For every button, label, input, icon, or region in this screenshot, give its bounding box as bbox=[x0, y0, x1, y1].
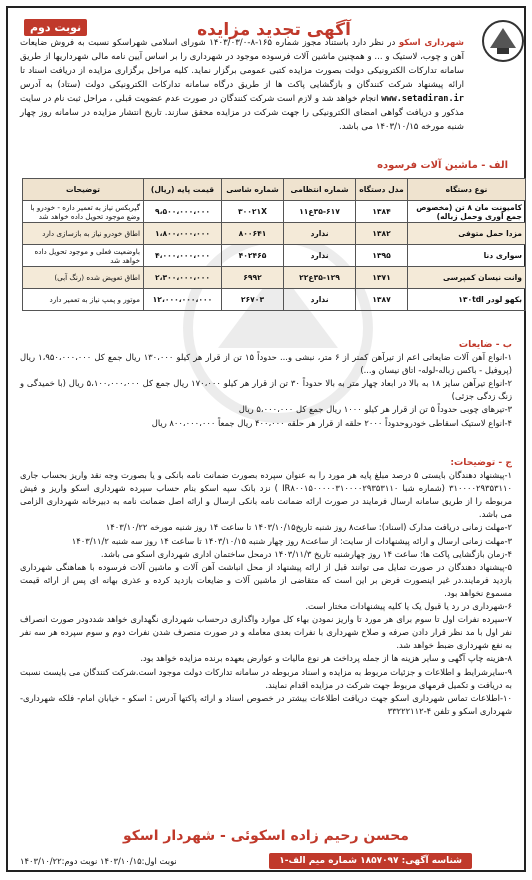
cell-notes: اطاق تعویض شده (رنگ آبی) bbox=[23, 267, 144, 289]
intro-text-2: انجام خواهد شد و لازم است شرکت کنندگان در صورت عدم عضویت قبلی ، مراحل ثبت نام در سایت مذکور و دریافت گواهی امضای الکترونیکی را جهت شرکت در مزایده محقق سازند. تاریخ انتشار مزایده در سامانه روز چهار شنبه مورخه ۱۴۰۳/۱۰/۱۵ می باشد. bbox=[20, 94, 464, 132]
section-a-title: الف - ماشین آلات فرسوده bbox=[377, 160, 508, 171]
col-header-chassis: شماره شاسی bbox=[222, 179, 284, 201]
cell-plate: ۳۵-۱۲۹ع۲۲ bbox=[284, 267, 356, 289]
cell-type: بکهو لودر ۱۳۰tdl bbox=[408, 289, 526, 311]
cell-model: ۱۳۹۵ bbox=[356, 245, 408, 267]
table-row bbox=[23, 289, 526, 311]
condition-item: ۱-پیشنهاد دهندگان بایستی ۵ درصد مبلغ پایه هر مورد را به عنوان سپرده بصورت ضمانت نامه بانکی و یا بصورت وجه نقد واریز بحساب جاری ۳۱۰۰۰۰۲۹۳۵۳۱۱۰ (شماره شبا IR۸۰۰۱۵۰۰۰۰۰۳۱۰۰۰۰۲۹۳۵۳۱۱۰ ) نزد بانک سپه اسکو بنام حساب سپرده شهرداری اسکو واریز و فیش مربوطه را از طریق سامانه ارسال فرمایند در صورت ارائه ضمانت نامه بانکی ارسال و ارائه اصل ضمانت نامه به دبیرخانه شهرداری الزامی می باشد. bbox=[20, 470, 512, 520]
cell-price: ۹،۵۰۰،۰۰۰،۰۰۰ bbox=[144, 201, 222, 223]
organization-name: شهرداری اسکو bbox=[398, 38, 464, 48]
cell-chassis: ۴۰۲۴۶۵ bbox=[222, 245, 284, 267]
cell-plate: ۳۵-۶۱۷ع۱۱ bbox=[284, 201, 356, 223]
cell-plate: ندارد bbox=[284, 223, 356, 245]
condition-item: ۷-سپرده نفرات اول تا سوم برای هر مورد تا واریز نمودن بهاء کل موارد واگذاری درحساب شهرداری نگهداری خواهد شددودر صورت انصراف نفر اول با مد نظر قرار دادن صرفه و صلاح شهرداری با نفرات بعدی معامله و در صورت منصرف شدن نفرات دوم و سوم سپرده هر سه نفر به نفع شهرداری ضبط خواهد شد. bbox=[20, 614, 512, 651]
notice-title: آگهی تجدید مزایده bbox=[197, 20, 351, 40]
table-row bbox=[23, 201, 526, 223]
section-b-title: ب - ضایعات bbox=[458, 339, 512, 350]
condition-item: ۱۰-اطلاعات تماس شهرداری اسکو جهت دریافت اطلاعات بیشتر در خصوص اسناد و ارائه پاکتها آدرس : اسکو - خیابان امام- فلکه شهرداری- شهرداری اسکو و تلفن ۴-۳۳۲۲۲۱۱۲ bbox=[20, 692, 512, 716]
machinery-table bbox=[22, 178, 526, 311]
publication-dates: نوبت اول:۱۴۰۳/۱۰/۱۵ نوبت دوم:۱۴۰۳/۱۰/۲۲ bbox=[20, 856, 177, 866]
table-header-row bbox=[23, 179, 526, 201]
cell-chassis: ۶۹۹۲ bbox=[222, 267, 284, 289]
cell-notes: موتور و پمپ نیاز به تعمیر دارد bbox=[23, 289, 144, 311]
section-c bbox=[20, 456, 512, 718]
col-header-type: نوع دستگاه bbox=[408, 179, 526, 201]
cell-notes: باوضعیت فعلی و موجود تحویل داده خواهد شد bbox=[23, 245, 144, 267]
cell-plate: ندارد bbox=[284, 289, 356, 311]
cell-type: کامیونت مان ۸ تن (مخصوص جمع آوری وحمل زباله) bbox=[408, 201, 526, 223]
condition-item: ۵-پیشنهاد دهندگان در صورت تمایل می توانند قبل از ارائه پیشنهاد از محل انباشت آهن آلات و ماشین آلات فرسوده با هماهنگی شهرداری بازدید فرمایند.در غیر اینصورت فرض بر این است که متقاضی از ماشین آلات و ضایعات بازدید کرده و عذری بهانه ای پس از ارائه قیمت مسموع نخواهد بود. bbox=[20, 561, 512, 598]
footer-row bbox=[20, 853, 512, 871]
col-header-model: مدل دستگاه bbox=[356, 179, 408, 201]
table-row bbox=[23, 223, 526, 245]
notice-frame bbox=[6, 6, 526, 872]
intro-text-1: در نظر دارد باستناد مجوز شماره ۱۶۵-۸-۱۴۰۳/۰۳/۰ شورای اسلامی شهراسکو نسبت به فروش ضایعات آهن و چوب، لاستیک و ... و همچنین ماشین آلات فرسوده موجود در شهرداری را بر اساس آیین نامه مالی شهرداریها از طریق سامانه تدارکات الکترونیکی دولت بصورت مزایده کتبی عمومی برگزار نماید. کلیه مراحل برگزاری مزایده از دریافت اسناد تا ارائه پیشنهاد شرکت کنندگان و بازگشایی پاکت ها از طریق درگاه سامانه تدارکات الکترونیکی دولت (ستاد) به آدرس bbox=[20, 38, 464, 90]
col-header-plate: شماره انتظامی bbox=[284, 179, 356, 201]
cell-price: ۱۲،۰۰۰،۰۰۰،۰۰۰ bbox=[144, 289, 222, 311]
round-badge: نوبت دوم bbox=[24, 19, 87, 36]
section-c-title: ج - توضیحات: bbox=[450, 457, 512, 468]
cell-model: ۱۳۸۷ bbox=[356, 289, 408, 311]
cell-price: ۱،۸۰۰،۰۰۰،۰۰۰ bbox=[144, 223, 222, 245]
col-header-price: قیمت پایه (ریال) bbox=[144, 179, 222, 201]
table-row bbox=[23, 267, 526, 289]
cell-notes: گیربکس نیاز به تعمیر داره - خودرو با وضع موجود تحویل داده خواهد شد bbox=[23, 201, 144, 223]
cell-type: وانت نیسان کمپرسی bbox=[408, 267, 526, 289]
condition-item: ۴-زمان بازگشایی پاکت ها: ساعت ۱۴ روز چهارشنبه تاریخ ۱۴۰۳/۱۱/۳ درمحل ساختمان اداری شهرداری اسکو می باشد. bbox=[100, 548, 512, 559]
col-header-notes: توضیحات bbox=[23, 179, 144, 201]
condition-item: ۶-شهرداری در رد یا قبول یک یا کلیه پیشنهادات مختار است. bbox=[305, 601, 512, 612]
scrap-item: ۲-انواع تیرآهن سایز ۱۸ به بالا در ابعاد چهار متر به بالا حدوداً ۳۰ تن از قرار هر کیلو ۱۷۰،۰۰۰ ریال جمع کل ۵،۱۰۰،۰۰۰،۰۰۰ ریال (با خمیدگی و زنگ زدگی جزئی) bbox=[20, 378, 513, 402]
condition-item: ۸-هزینه چاپ آگهی و سایر هزینه ها از جمله پرداخت هر نوع مالیات و عوارض بعهده برنده مزایده خواهد بود. bbox=[140, 653, 512, 664]
cell-type: مزدا حمل متوفی bbox=[408, 223, 526, 245]
cell-chassis: ۸۰۰۶۴۱ bbox=[222, 223, 284, 245]
cell-type: سواری دنا bbox=[408, 245, 526, 267]
table-row bbox=[23, 245, 526, 267]
cell-model: ۱۳۸۴ bbox=[356, 201, 408, 223]
section-b bbox=[20, 338, 512, 430]
cell-chassis: ۲۶۷۰۳ bbox=[222, 289, 284, 311]
cell-model: ۱۳۸۲ bbox=[356, 223, 408, 245]
cell-plate: ندارد bbox=[284, 245, 356, 267]
website-link[interactable]: www.setadiran.ir bbox=[381, 94, 464, 104]
mayor-signature: محسن رحیم زاده اسکوئی - شهردار اسکو bbox=[123, 828, 409, 844]
cell-model: ۱۳۷۱ bbox=[356, 267, 408, 289]
scrap-item: ۳-تیرهای چوبی حدوداً ۵ تن از قرار هر کیلو ۱۰۰۰ ریال جمع کل ۵،۰۰۰،۰۰۰ ریال bbox=[238, 404, 512, 415]
scrap-item: ۱-انواع آهن آلات ضایعاتی اعم از تیرآهن کمتر از ۶ متر، نبشی و... حدوداً ۱۵ تن از قرار هر کیلو ۱۳۰،۰۰۰ ریال جمع کل ۱،۹۵۰،۰۰۰،۰۰۰ ریال (پروفیل - باکس زباله-لوله- اتاق نیسان و...) bbox=[20, 352, 513, 376]
ad-id-badge: شناسه آگهی: ۱۸۵۷۰۹۷ شماره میم الف-۱ bbox=[269, 853, 472, 869]
cell-notes: اطاق خودرو نیاز به بازسازی دارد bbox=[23, 223, 144, 245]
intro-paragraph bbox=[20, 36, 464, 134]
scrap-item: ۴-انواع لاستیک اسقاطی خودروحدوداً ۲۰۰۰ حلقه از قرار هر حلقه ۴۰۰،۰۰۰ ریال جمعاً ۸۰۰،۰۰۰،۰۰۰ ریال bbox=[151, 417, 512, 428]
cell-price: ۲،۳۰۰،۰۰۰،۰۰۰ bbox=[144, 267, 222, 289]
condition-item: ۲-مهلت زمانی دریافت مدارک (اسناد): ساعت۸ روز شنبه تاریخ۱۴۰۳/۱۰/۱۵ تا ساعت ۱۴ روز شنبه مورخه ۱۴۰۳/۱۰/۲۲ bbox=[105, 522, 512, 533]
condition-item: ۹-سایرشرایط و اطلاعات و جزئیات مربوط به مزایده و اسناد مربوطه در سامانه تدارکات دولت موجود است.شرکت کنندگان می بایست نسبت به دریافت و تکمیل فرمهای مربوط جهت شرکت در مزایده اقدام نمایند. bbox=[20, 666, 512, 690]
cell-price: ۴،۰۰۰،۰۰۰،۰۰۰ bbox=[144, 245, 222, 267]
condition-item: ۳-مهلت زمانی ارسال و ارائه پیشنهادات از سایت: از ساعت۸ روز چهار شنبه ۱۴۰۳/۱۰/۱۵ تا ساعت ۱۴ روز سه شنبه ۱۴۰۳/۱۱/۲ bbox=[71, 535, 512, 546]
cell-chassis: ۳۰۰۲۱X bbox=[222, 201, 284, 223]
